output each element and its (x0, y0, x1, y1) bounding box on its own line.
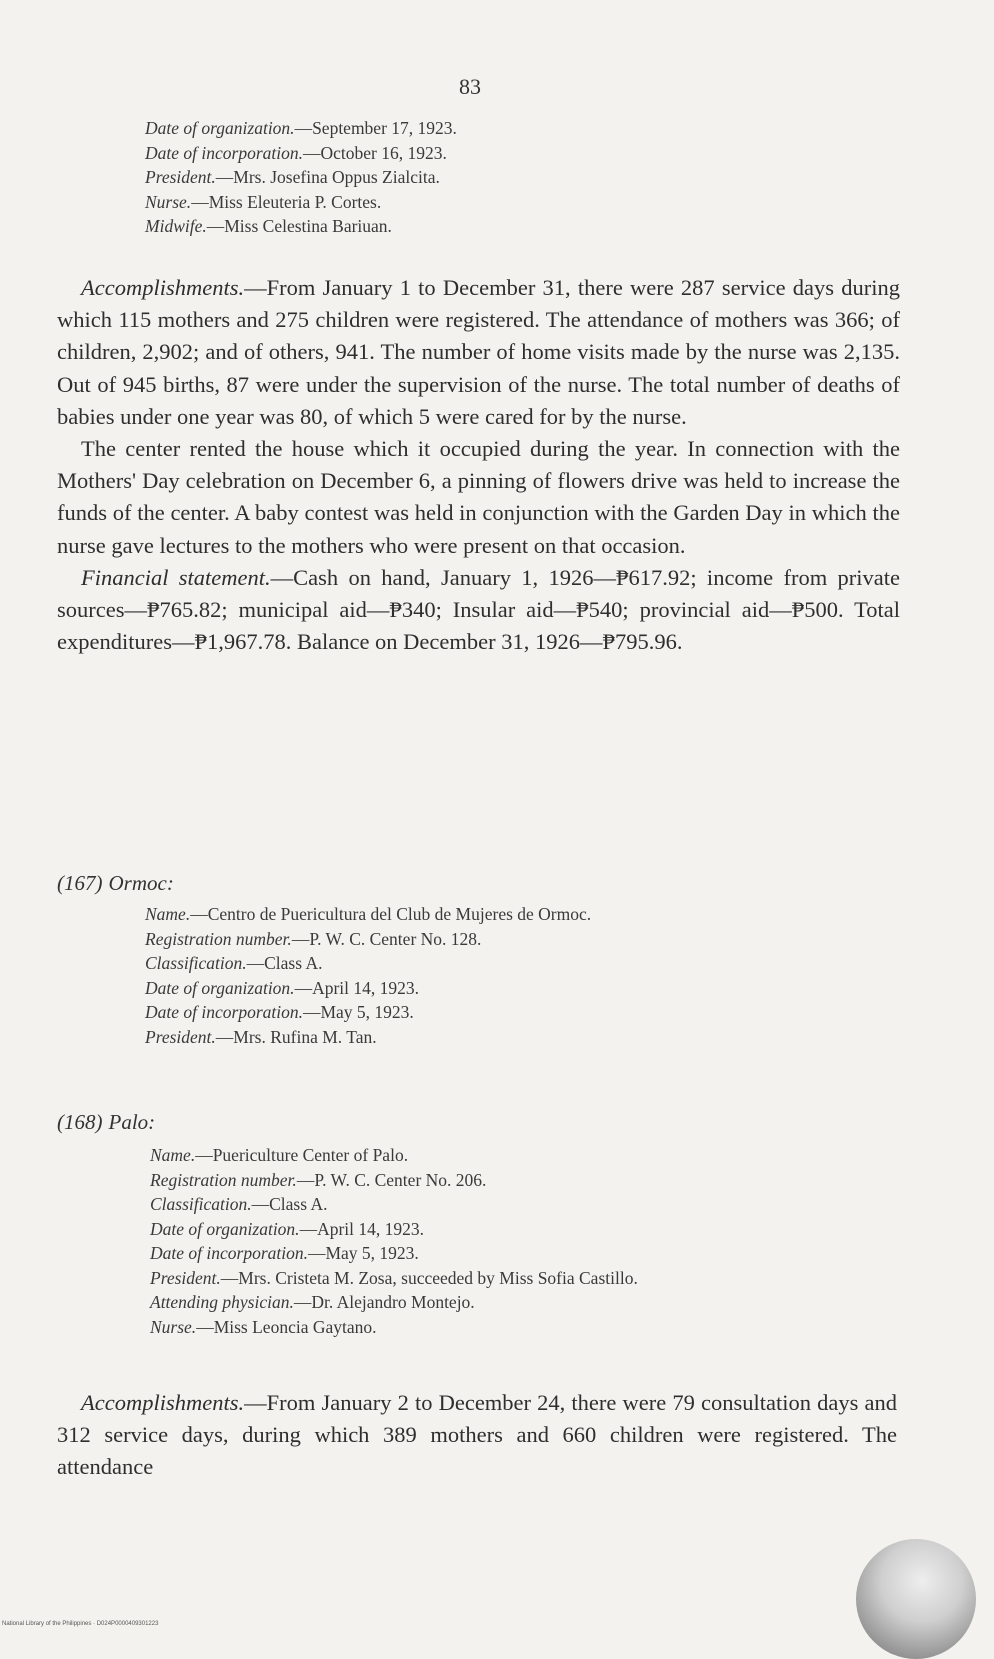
entry-label: Attending physician. (150, 1292, 294, 1312)
entry-value: —Mrs. Josefina Oppus Zialcita. (215, 167, 440, 187)
entry-line (145, 165, 865, 190)
entry-value: —May 5, 1923. (302, 1002, 414, 1022)
entry-label: Date of organization. (145, 118, 295, 138)
thumb-shadow (856, 1539, 976, 1659)
entry-value: —Centro de Puericultura del Club de Mujeres de Ormoc. (190, 904, 592, 924)
entry-line (150, 1192, 890, 1217)
entry-value: —Class A. (251, 1194, 328, 1214)
section-168-details (150, 1143, 890, 1339)
entry-line (150, 1241, 890, 1266)
section-place: Ormoc: (108, 871, 174, 895)
entry-label: Classification. (150, 1194, 252, 1214)
entry-line (145, 976, 885, 1001)
entry-label: Nurse. (150, 1316, 197, 1337)
entry-value: —Dr. Alejandro Montejo. (293, 1292, 475, 1312)
entry-label: Nurse. (145, 191, 192, 212)
entry-line (150, 1315, 890, 1340)
entry-line (145, 190, 865, 215)
entry-label: Midwife. (145, 216, 207, 236)
scan-footer: National Library of the Philippines · D024P0000409301223 (2, 1621, 159, 1627)
entry-value: —P. W. C. Center No. 206. (296, 1169, 487, 1190)
entry-label: Name. (150, 1145, 196, 1165)
entry-line (145, 214, 865, 239)
section-number: (167) (57, 871, 103, 895)
entry-label: Classification. (145, 953, 247, 973)
entry-value: —April 14, 1923. (294, 977, 420, 998)
accomplishments-text: —From January 1 to December 31, there were 287 service days during which 115 mothers and 275 children were registered. The attendance of mothers was 366; of children, 2,902; and of others, 941. The number of home visits made by the nurse was 2,135. Out of 945 births, 87 were under the supervision of the nurse. The total number of deaths of babies under one year was 80, of which 5 were cared for by the nurse. (57, 275, 900, 429)
entry-label: Date of incorporation. (150, 1243, 308, 1263)
financial-label: Financial statement. (81, 564, 271, 590)
section-168 (57, 1107, 902, 1137)
accomplishments-label: Accomplishments. (81, 275, 245, 300)
page-number: 83 (459, 74, 481, 99)
entry-value: —May 5, 1923. (307, 1243, 419, 1263)
entry-line (145, 116, 865, 141)
entry-value: —Miss Celestina Bariuan. (206, 216, 392, 236)
body-text (57, 272, 900, 658)
entry-label: President. (150, 1267, 221, 1288)
entry-label: President. (145, 1026, 216, 1047)
entry-line (145, 951, 885, 976)
final-text (57, 1387, 897, 1484)
entry-value: —Miss Leoncia Gaytano. (196, 1316, 377, 1337)
entry-value: —April 14, 1923. (299, 1218, 425, 1239)
top-entry (145, 116, 865, 239)
entry-label: President. (145, 167, 216, 187)
accomplishments-label-2: Accomplishments. (81, 1390, 245, 1415)
entry-value: —P. W. C. Center No. 128. (291, 928, 482, 949)
entry-value: —Class A. (246, 953, 323, 973)
entry-line (150, 1266, 890, 1291)
entry-line (150, 1143, 890, 1168)
entry-label: Name. (145, 904, 191, 924)
entry-value: —October 16, 1923. (302, 142, 447, 163)
entry-line (145, 902, 885, 927)
entry-line (145, 1000, 885, 1025)
entry-line (145, 141, 865, 166)
entry-label: Date of organization. (145, 977, 295, 998)
section-place: Palo: (108, 1110, 156, 1134)
financial-paragraph (57, 562, 900, 659)
entry-value: —Mrs. Cristeta M. Zosa, succeeded by Miss Sofia Castillo. (220, 1267, 638, 1288)
entry-value: —Puericulture Center of Palo. (195, 1145, 409, 1165)
accomplishments-paragraph-2 (57, 1387, 897, 1484)
entry-line (145, 927, 885, 952)
entry-value: —Miss Eleuteria P. Cortes. (191, 191, 382, 212)
entry-label: Date of organization. (150, 1218, 300, 1239)
section-number: (168) (57, 1110, 103, 1134)
section-heading (57, 868, 902, 898)
entry-line (150, 1217, 890, 1242)
entry-label: Registration number. (150, 1169, 297, 1190)
accomplishments-paragraph (57, 272, 900, 433)
section-167-details (145, 902, 885, 1049)
entry-value: —September 17, 1923. (294, 118, 457, 138)
entry-label: Date of incorporation. (145, 142, 303, 163)
entry-value: —Mrs. Rufina M. Tan. (215, 1026, 377, 1047)
entry-line (150, 1168, 890, 1193)
accomplishments-text-2: —From January 2 to December 24, there were 79 consultation days and 312 service days, during which 389 mothers and 660 children were registered. The attendance (57, 1390, 897, 1480)
entry-label: Registration number. (145, 928, 292, 949)
section-167 (57, 868, 902, 898)
entry-label: Date of incorporation. (145, 1002, 303, 1022)
entry-line (150, 1290, 890, 1315)
entry-line (145, 1025, 885, 1050)
financial-text: —Cash on hand, January 1, 1926—₱617.92; income from private sources—₱765.82; municipal aid—₱340; Insular aid—₱540; provincial aid—₱500. Total expenditures—₱1,967.78. Balance on December 31, 1926—₱795.96. (57, 564, 901, 655)
center-paragraph: The center rented the house which it occupied during the year. In connection with the Mothers' Day celebration on December 6, a pinning of flowers drive was held to increase the funds of the center. A baby contest was held in conjunction with the Garden Day in which the nurse gave lectures to the mothers who were present on that occasion. (57, 436, 900, 558)
section-heading (57, 1107, 902, 1137)
